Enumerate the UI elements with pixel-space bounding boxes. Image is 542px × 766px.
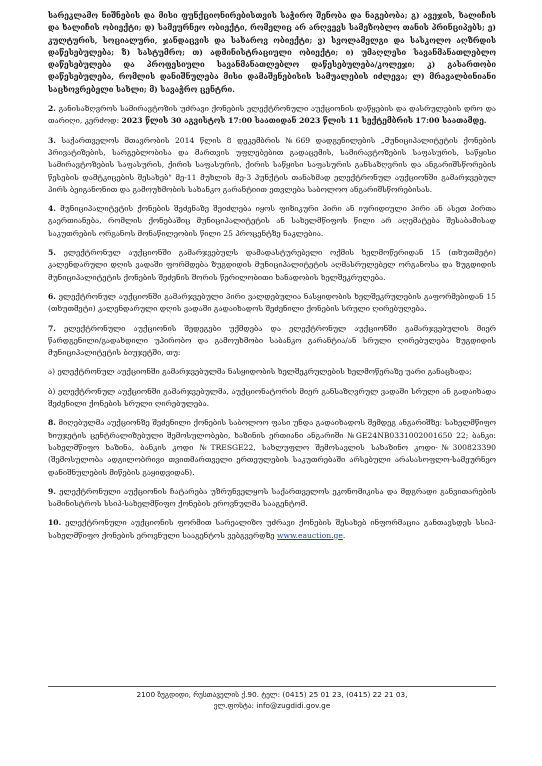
paragraph-6 [48, 291, 496, 316]
paragraph-number: 9. [48, 486, 56, 496]
paragraph-text: ელექტრონული აუქციონის ჩატარება უზრუნველყოს საქართველოს ეკონომიკისა და მდგრადი განვითარების სამინისტროს სსიპ-სახელმწიფო ქონების ეროვნულმა სააგენტომ. [48, 486, 496, 509]
footer-address: 2100 ზუგდიდი, რუსთაველის ქ.90. ტელ: (0415) 25 01 23, (0415) 22 21 03, [136, 690, 408, 699]
eauction-link[interactable]: www.eauction.ge [276, 530, 343, 540]
paragraph-9 [48, 486, 496, 511]
paragraph-number: 8. [48, 418, 56, 428]
paragraph-text: მიღებულმა აუქციონზე შეძენილი ქონების საბოლოო ფასი უნდა გადაიხადოს შემდეგ ანგარიშზე: სახელმწიფო ხიუჯეტის ცენტრალიზებული შემოსულობები, ხაზინის ერთიანი ანგარიში №GE24NB0331002001650 22; ბანკი: სახელმწიფო ხაზინა, ბანკის კოდი №TRESGE22, სახლუფლო შემოსავლის სახაზინო კოდი-№300823390 (შემოსულობა ადგილობრივი თვითმართველი ერთეულების საკუთრებაში არსებული არასასოფლო-სამეურნეო დანიშნულების მიწების გაყიდვიდან). [48, 418, 496, 477]
paragraph-text: ელექტრონულ აუქციონში გამარჯვებული პირი ვალდებულია ნასყიდობის ხელშეკრულების გაფორმებიდან 15 (თხუთმეტი) კალენდარული დღის ვადაში გადაიხადოს შეძენილი ქონების სრული ღირებულება. [48, 291, 496, 314]
subitem-a: ა) ელექტრონულ აუქციონში გამარჯვებულმა ნასყიდობის ხელშეკრულების ხელმოწერაზე უარი განაცხადა; [48, 367, 472, 377]
paragraph-text: მუნიციპალიტეტის ქონების შეძენაზე შეიძლება იყოს ფიზიკური პირი ან იურიდიული პირი ან ასეთ პირთა გაერთიანება, რომლის ქონებაშიც მუნიციპალიტეტის ან სახელმწიფოს წილი არ აღემატება შესაბამისად საკუთრების ორგანოს მონაწილეობის წილი 25 პროცენტზე ნაკლებია. [48, 204, 496, 238]
paragraph-2 [48, 103, 496, 128]
page-footer [48, 686, 496, 711]
auction-dates: 2023 წლის 30 აგვისტოს 17:00 საათიდან 2023 წლის 11 სექტემბრის 17:00 საათამდე. [121, 116, 487, 126]
paragraph-5 [48, 247, 496, 284]
paragraph-number: 10. [48, 518, 62, 528]
paragraph-number: 3. [48, 135, 56, 145]
paragraph-8 [48, 417, 496, 478]
paragraph-text: განისაზღვროს სამირავტოზის უძრავი ქონების ელექტრონული აუქციონის დაწყების და დასრულების დრო და თარიღი, კერძოდ: [48, 104, 497, 126]
paragraph-number: 6. [48, 291, 56, 301]
subitem-b: ბ) ელექტრონულ აუქციონში გამარჯვებულმა, აუქციონატორის მიერ განსაზღვრულ ვადაში სრული ან გადაიხადა შეძენილი ქონების სრული ღირებულება. [48, 386, 496, 409]
paragraph-text: საქართველოს მთავრობის 2014 წლის 8 დეკემბრის №669 დადგენილების „მუნიციპალიტეტის ქონების პრივატიზების, სარგებლობისა და მართვის უფლებებით გადაცემის, სამირავტოზების საფასურის, საწყისი სამირავტოზების საფასურის, ქირის საფასურის, ქირის საწყისი საფასურის განსაზღვრის და ანგარიშსწორების წესების დამტკიცების შესახებ" მე-11 მუხლის მე-3 პუნქტის თანახმად ელექტრონულ აუქციონში გამარჯვებულ პირს ბეიგანონით და გამოუხმობის სახანკო გარანტიით ეთვლება საბოლოო ანგარიშსწორებისას. [48, 135, 496, 194]
paragraph-number: 4. [48, 204, 56, 214]
paragraph-text: ელექტრონული აუქციონის შედეგები უქმდება და ელექტრონულ აუქციონში გამარჯვებულის მიერ წარდგენილი/გადახდილი უპირობო და გამოუხმობი საბანკო გარანტია/ან სრული ღირებულება ზუგდიდის მუნიციპალიტეტის ბიუჯეტში, თუ: [48, 323, 497, 358]
footer-email: ელ.ფოსტა: info@zugdidi.gov.ge [213, 701, 331, 710]
document-body [48, 10, 496, 549]
paragraph-10 [48, 517, 496, 542]
paragraph-3 [48, 135, 496, 196]
paragraph-end: . [342, 530, 346, 540]
paragraph-number: 2. [48, 104, 56, 114]
paragraph-text: ელექტრონულ აუქციონში გამარჯვებულს დამადასტურებელი ოქმის ხელმოწერიდან 15 (თხუთმეტი) კალენდარული დღის ვადაში ფორმდება ზუგდიდის მუნიციპალიტეტის აღმასრულებელ ორგანოსა და ზუგდიდის მუნიციპალიტეტის ქონების შეძენის შორის წერილობითი ხანადობის ხელშეკრულება. [48, 248, 496, 282]
paragraph-text: ელექტრონული აუქციონის ფორმით სარეალიზო უძრავი ქონების შესახებ ინფორმაცია განთავსდეს სსიპ-სახელმწიფო ქონების ეროვნული სააგენტოს ვებგვერდზე [48, 518, 496, 540]
paragraph-4 [48, 203, 496, 240]
paragraph-number: 5. [48, 248, 56, 258]
paragraph-number: 7. [48, 323, 56, 333]
intro-paragraph: სარეკლამო ნიშნების და მისი ფუნქციონირებისთვის საჭირო შენობა და ნაგებობა; გ) ავეჯის, ხალიჩის და ხალიჩის ობიექტი; დ) სამეურნეო ობიექტი, რომელიც არ არღვევს სამეზობლო თანის პრინციპებს; ე) კულტურის, სოციალური, ჯანდაცვის და სახაროვ ობიექტი; ვ) სვოლამელგი და სასკოლო აღზრდის დაწესებულება; ზ) სასტუმრო; თ) ადმინისტრაციული ობიექტი; ი) უმაღლესი სავანმანათლებლო დაწესებულება და პროფესიული სავანმანათლებლო დაწესებულება/კოლეჯი; კ) გასართობი დაწესებულება, რომლის დანიშნულება მისი დამაშენებისის სამუალების იძლევა; ლ) მრავალბინიანი საცხოვრებელი სახლი; მ) სავაჭრო ცენტრი. [48, 11, 496, 94]
paragraph-7 [48, 323, 496, 360]
